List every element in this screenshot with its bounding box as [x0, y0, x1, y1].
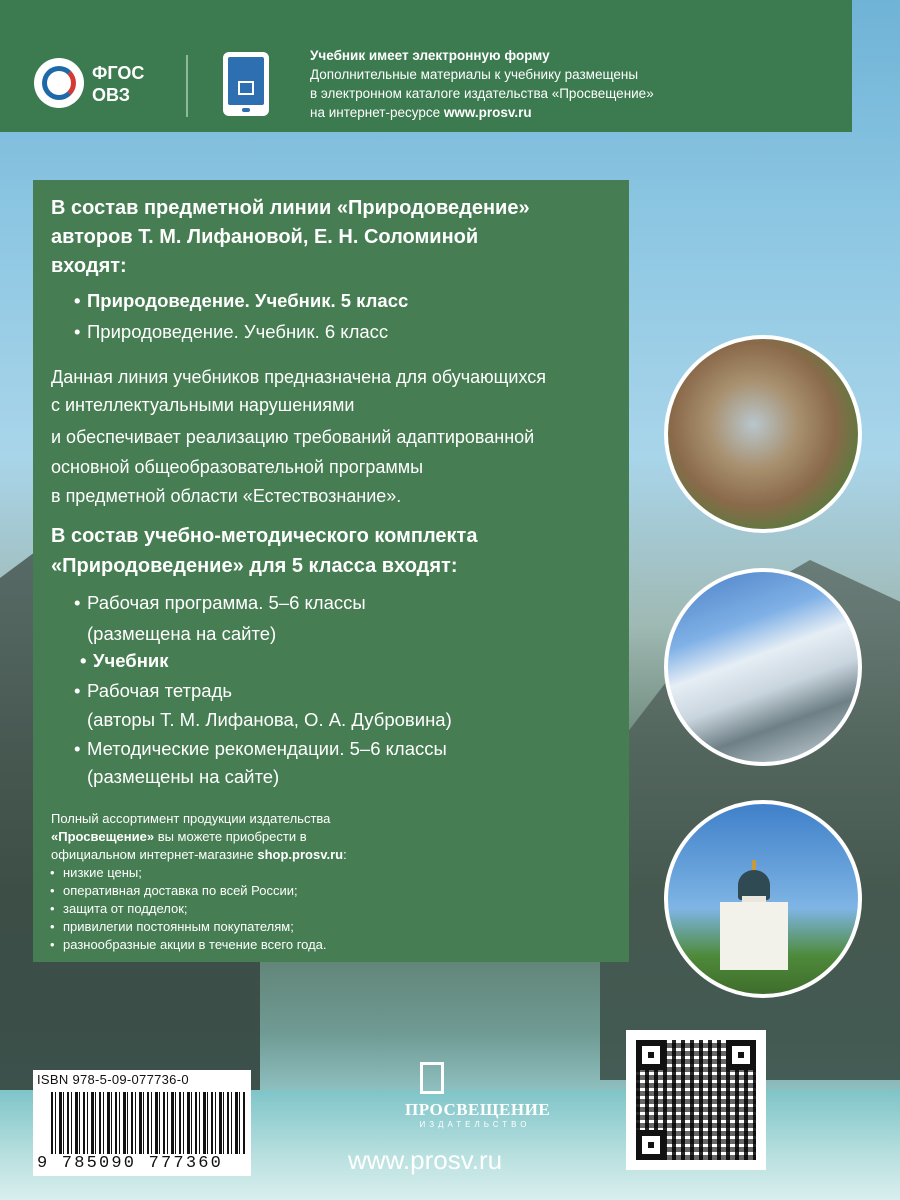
kit-item-note: (размещены на сайте) [87, 766, 280, 787]
barcode-icon [51, 1092, 245, 1154]
benefit-item: • разнообразные акции в течение всего года. [63, 936, 327, 954]
shop-line: Полный ассортимент продукции издательства [51, 811, 331, 826]
top-info-bar [0, 0, 852, 132]
description-line: в предметной области «Естествознание». [51, 486, 402, 506]
fgos-logo-icon [34, 58, 84, 108]
heading-line: авторов Т. М. Лифановой, Е. Н. Соломиной [51, 226, 479, 248]
publisher-emblem-icon [420, 1062, 444, 1094]
isbn-label: ISBN 978-5-09-077736-0 [37, 1072, 189, 1087]
church-icon [720, 860, 788, 970]
church-photo [664, 800, 862, 998]
content-panel [33, 180, 629, 962]
benefit-item: • защита от подделок; [63, 900, 188, 918]
kit-item-note: (размещена на сайте) [87, 623, 277, 644]
kit-item: • Рабочая тетрадь [87, 678, 232, 704]
divider [186, 55, 188, 117]
fgos-label [92, 62, 144, 106]
isbn-barcode [33, 1070, 251, 1176]
description-line: и обеспечивает реализацию требований адаптированной [51, 427, 535, 447]
kit-item: • Методические рекомендации. 5–6 классы [87, 736, 447, 762]
fgos-line1: ФГОС [92, 63, 145, 83]
shop-link[interactable]: shop.prosv.ru [257, 847, 344, 862]
shop-line: «Просвещение» вы можете приобрести в [51, 829, 307, 844]
publisher-name: ПРОСВЕЩЕНИЕ [405, 1100, 551, 1119]
mountain-photo [664, 568, 862, 766]
tablet-icon [223, 52, 269, 116]
heading-line: В состав предметной линии «Природоведение» [51, 197, 530, 219]
description-line: основной общеобразовательной программы [51, 457, 424, 477]
kit-item-note: (авторы Т. М. Лифанова, О. А. Дубровина) [87, 709, 452, 730]
line-item: • Природоведение. Учебник. 6 класс [87, 319, 388, 345]
heading-line: «Природоведение» для 5 класса входят: [51, 555, 458, 577]
shop-line: официальном интернет-магазине shop.prosv.ru: [51, 847, 347, 862]
benefit-item: • низкие цены; [63, 864, 142, 882]
electronic-form-info [310, 46, 654, 122]
qr-code[interactable] [626, 1030, 766, 1170]
kit-item: • Учебник [93, 648, 169, 674]
publisher-site-link[interactable]: www.prosv.ru [348, 1145, 503, 1175]
prosv-link[interactable]: www.prosv.ru [443, 105, 532, 120]
hands-photo [664, 335, 862, 533]
benefit-item: • оперативная доставка по всей России; [63, 882, 298, 900]
info-line: на интернет-ресурсе www.prosv.ru [310, 105, 532, 120]
info-line: в электронном каталоге издательства «Просвещение» [310, 86, 654, 101]
info-line: Дополнительные материалы к учебнику размещены [310, 67, 639, 82]
info-heading: Учебник имеет электронную форму [310, 48, 550, 63]
line-item: • Природоведение. Учебник. 5 класс [87, 288, 408, 314]
isbn-number: 9 785090 777360 [37, 1154, 224, 1173]
description-line: Данная линия учебников предназначена для обучающихся [51, 367, 547, 387]
heading-line: входят: [51, 255, 127, 277]
publisher-sub: ИЗДАТЕЛЬСТВО [419, 1120, 531, 1129]
heading-line: В состав учебно-методического комплекта [51, 525, 478, 547]
fgos-line2: ОВЗ [92, 85, 131, 105]
publisher-logo [405, 1062, 551, 1142]
kit-item: • Рабочая программа. 5–6 классы [87, 590, 366, 616]
description-line: с интеллектуальными нарушениями [51, 395, 355, 415]
benefit-item: • привилегии постоянным покупателям; [63, 918, 294, 936]
